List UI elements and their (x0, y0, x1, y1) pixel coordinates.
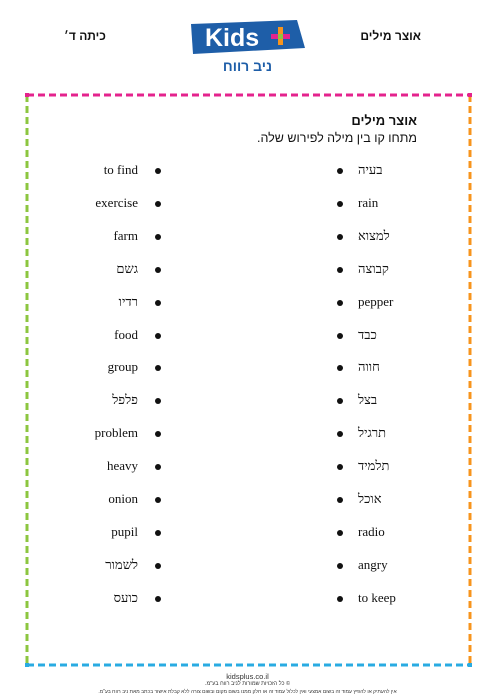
right-word: למצוא (358, 227, 390, 243)
list-item (0, 491, 495, 511)
list-item (0, 195, 495, 215)
bullet-dot-icon[interactable] (337, 168, 343, 174)
list-item (0, 425, 495, 445)
bullet-dot-icon[interactable] (155, 497, 161, 503)
bullet-dot-icon[interactable] (155, 596, 161, 602)
left-word: farm (113, 227, 138, 243)
list-item (0, 261, 495, 281)
bullet-dot-icon[interactable] (337, 201, 343, 207)
bullet-dot-icon[interactable] (337, 596, 343, 602)
right-word: pepper (358, 293, 394, 309)
bullet-dot-icon[interactable] (155, 431, 161, 437)
list-item (0, 458, 495, 478)
bullet-dot-icon[interactable] (337, 267, 343, 273)
grade-label: כיתה ד׳ (64, 29, 106, 43)
right-word: בצל (358, 392, 378, 408)
bullet-dot-icon[interactable] (337, 563, 343, 569)
list-item (0, 327, 495, 347)
list-item (0, 590, 495, 610)
worksheet-instruction: מתחו קו בין מילה לפירוש שלה. (257, 131, 417, 145)
left-word: כועס (113, 589, 138, 605)
list-item (0, 228, 495, 248)
bullet-dot-icon[interactable] (337, 497, 343, 503)
list-item (0, 557, 495, 577)
worksheet-title: אוצר מילים (351, 113, 417, 128)
list-item (0, 392, 495, 412)
left-word: group (107, 359, 138, 375)
left-word: onion (108, 491, 138, 506)
topic-label: אוצר מילים (360, 29, 421, 43)
bullet-dot-icon[interactable] (337, 464, 343, 470)
footer-legal: אין להעתיק או להפיץ עמוד זה בשום אמצעי ואין לכלול עמוד זה או חלק ממנו בשום מקום ובשום צורה ללא קבלת אישור בכתב מאת ניב רווח בע"מ. (98, 689, 397, 695)
bullet-dot-icon[interactable] (337, 333, 343, 339)
right-word: חווה (358, 359, 380, 375)
left-word: exercise (95, 194, 138, 210)
right-word: בעיה (358, 162, 383, 177)
left-word: to find (103, 162, 138, 177)
bullet-dot-icon[interactable] (155, 333, 161, 339)
bullet-dot-icon[interactable] (337, 431, 343, 437)
left-word: heavy (106, 458, 138, 474)
right-word: angry (358, 556, 388, 572)
list-item (0, 524, 495, 544)
footer-copyright: © כל הזכויות שמורות לניב רווח בע"מ. (204, 681, 291, 687)
right-word: תלמיד (358, 458, 390, 474)
right-word: rain (358, 194, 379, 210)
left-word: רדיו (118, 293, 138, 309)
bullet-dot-icon[interactable] (337, 300, 343, 306)
right-word: to keep (358, 589, 396, 605)
right-word: קבוצה (358, 260, 389, 276)
bullet-dot-icon[interactable] (155, 563, 161, 569)
bullet-dot-icon[interactable] (155, 168, 161, 174)
bullet-dot-icon[interactable] (155, 464, 161, 470)
list-item (0, 294, 495, 314)
right-word: תרגיל (358, 425, 387, 441)
bullet-dot-icon[interactable] (155, 234, 161, 240)
left-word: food (114, 326, 138, 342)
footer-site: kidsplus.co.il (226, 672, 269, 681)
left-word: pupil (111, 523, 138, 539)
bullet-dot-icon[interactable] (155, 267, 161, 273)
left-word: גשם (116, 260, 138, 276)
bullet-dot-icon[interactable] (337, 398, 343, 404)
right-word: אוכל (358, 491, 382, 506)
bullet-dot-icon[interactable] (155, 300, 161, 306)
left-word: פלפל (112, 392, 138, 408)
bullet-dot-icon[interactable] (155, 365, 161, 371)
bullet-dot-icon[interactable] (337, 530, 343, 536)
left-word: problem (94, 425, 138, 441)
bullet-dot-icon[interactable] (337, 234, 343, 240)
logo-text: Kids (205, 24, 260, 52)
list-item (0, 359, 495, 379)
right-word: radio (358, 523, 385, 539)
bullet-dot-icon[interactable] (155, 201, 161, 207)
list-item (0, 162, 495, 182)
bullet-dot-icon[interactable] (155, 398, 161, 404)
left-word: לשמור (105, 556, 138, 572)
bullet-dot-icon[interactable] (337, 365, 343, 371)
right-word: כבד (358, 326, 377, 342)
logo-subtitle: ניב רווח (222, 58, 273, 74)
bullet-dot-icon[interactable] (155, 530, 161, 536)
